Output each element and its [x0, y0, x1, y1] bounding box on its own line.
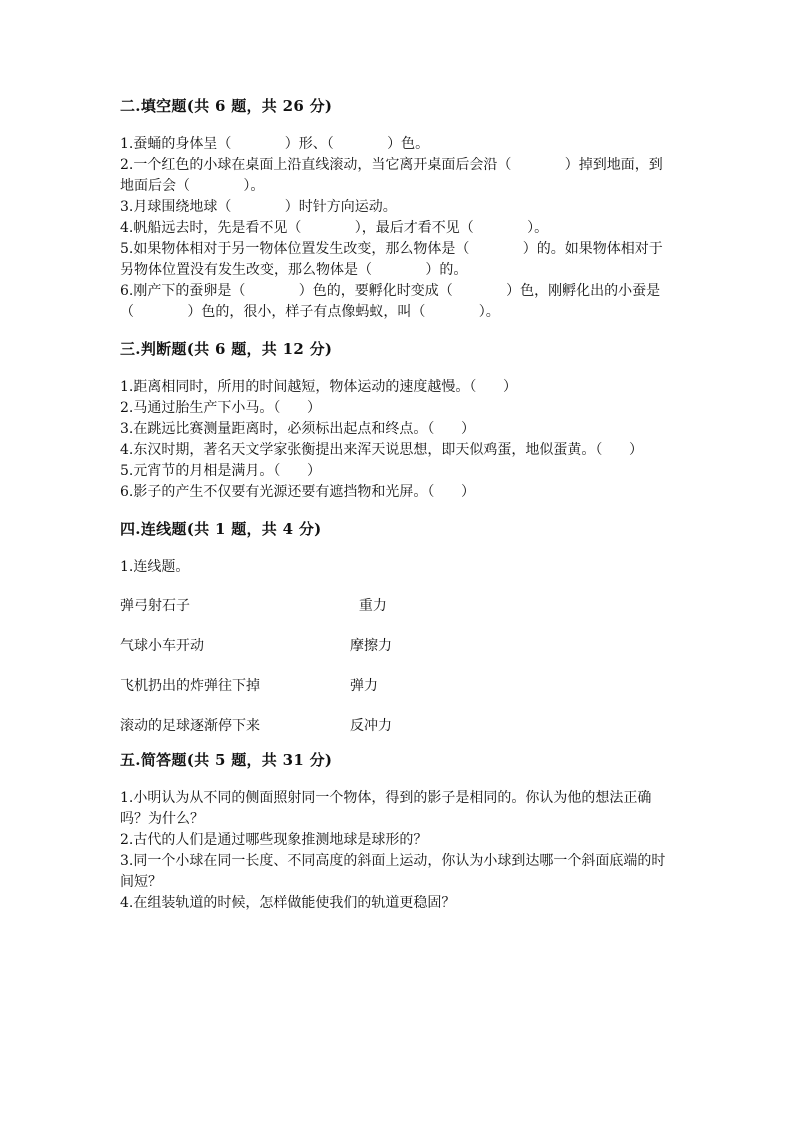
question-item: 1.连线题。	[120, 559, 190, 575]
section-true-false	[120, 339, 674, 503]
matching-row	[120, 716, 674, 736]
question-list	[120, 134, 674, 323]
matching-table	[120, 596, 674, 736]
section-title: 三.判断题(共 6 题，共 12 分)	[120, 340, 333, 358]
question-item: 6.影子的产生不仅要有光源还要有遮挡物和光屏。（ ）	[120, 484, 476, 500]
section-title: 四.连线题(共 1 题，共 4 分)	[120, 520, 322, 538]
section-title: 五.简答题(共 5 题，共 31 分)	[120, 751, 333, 769]
question-list	[120, 377, 674, 503]
question-item: 4.东汉时期，著名天文学家张衡提出来浑天说思想，即天似鸡蛋，地似蛋黄。（ ）	[120, 442, 644, 458]
question-item: 5.元宵节的月相是满月。（ ）	[120, 463, 322, 479]
matching-row	[120, 676, 674, 696]
matching-right-item: 重力	[350, 598, 387, 614]
question-item: 2.一个红色的小球在桌面上沿直线滚动，当它离开桌面后会沿（ ）掉到地面，到地面后会（ ）。	[120, 157, 663, 194]
matching-left-item: 滚动的足球逐渐停下来	[120, 718, 260, 734]
section-fill-in-blank	[120, 96, 674, 323]
question-item: 1.小明认为从不同的侧面照射同一个物体，得到的影子是相同的。你认为他的想法正确吗？为什么？	[120, 790, 652, 827]
question-item: 4.帆船远去时，先是看不见（ ），最后才看不见（ ）。	[120, 220, 549, 236]
section-short-answer	[120, 750, 674, 914]
matching-left-item: 飞机扔出的炸弹往下掉	[120, 678, 260, 694]
matching-left-item: 弹弓射石子	[120, 598, 190, 614]
question-item: 3.在跳远比赛测量距离时，必须标出起点和终点。（ ）	[120, 421, 476, 437]
question-item: 3.同一个小球在同一长度、不同高度的斜面上运动，你认为小球到达哪一个斜面底端的时间短？	[120, 853, 666, 890]
matching-right-item: 弹力	[350, 678, 378, 694]
question-item: 2.马通过胎生产下小马。（ ）	[120, 400, 322, 416]
section-matching	[120, 519, 674, 736]
matching-row	[120, 596, 674, 616]
question-item: 5.如果物体相对于另一物体位置发生改变，那么物体是（ ）的。如果物体相对于另物体位置没有发生改变，那么物体是（ ）的。	[120, 241, 663, 278]
question-item: 3.月球围绕地球（ ）时针方向运动。	[120, 199, 397, 215]
matching-row	[120, 636, 674, 656]
matching-right-item: 摩擦力	[350, 638, 392, 654]
matching-left-item: 气球小车开动	[120, 638, 204, 654]
question-item: 6.刚产下的蚕卵是（ ）色的，要孵化时变成（ ）色，刚孵化出的小蚕是（ ）色的，很小，样子有点像蚂蚁，叫（ ）。	[120, 283, 661, 320]
question-item: 1.蚕蛹的身体呈（ ）形、（ ）色。	[120, 136, 430, 152]
question-item: 2.古代的人们是通过哪些现象推测地球是球形的？	[120, 832, 428, 848]
section-title: 二.填空题(共 6 题，共 26 分)	[120, 97, 333, 115]
question-item: 4.在组装轨道的时候，怎样做能使我们的轨道更稳固？	[120, 895, 456, 911]
matching-right-item: 反冲力	[350, 718, 392, 734]
question-item: 1.距离相同时，所用的时间越短，物体运动的速度越慢。（ ）	[120, 379, 518, 395]
question-list	[120, 788, 674, 914]
